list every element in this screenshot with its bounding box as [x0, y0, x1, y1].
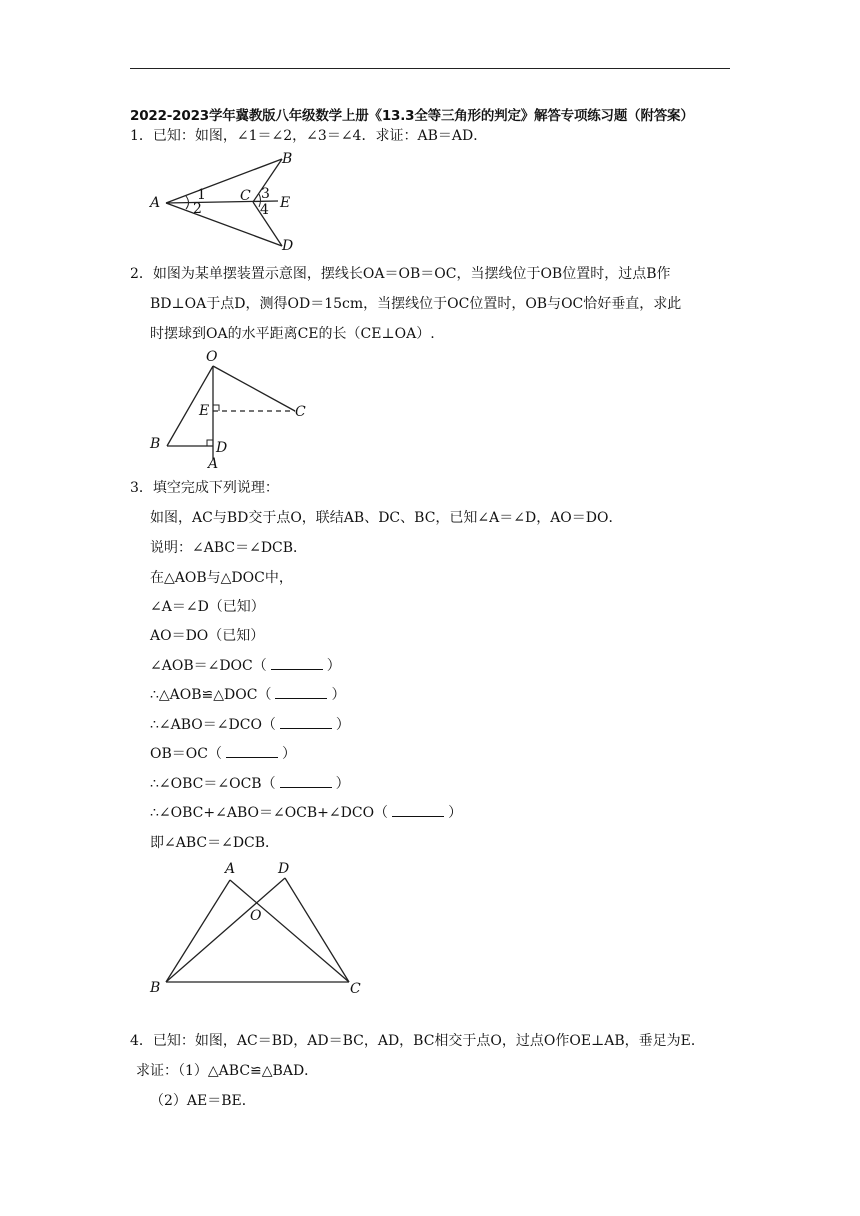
p3-segment-bd	[166, 878, 285, 982]
p3-label-a: A	[225, 861, 236, 877]
p2-label-a: A	[208, 456, 219, 472]
p1-label-angle-1: 1	[197, 187, 206, 203]
problem-3-step-10: ∴∠OBC＝∠OCB（ ）	[150, 776, 350, 792]
problem-3-line-12: 即∠ABC＝∠DCB．	[150, 835, 280, 851]
p2-label-o: O	[206, 349, 218, 365]
problem-2-line-3: 时摆球到OA的水平距离CE的长（CE⊥OA）.	[150, 326, 435, 342]
problem-3-line-2: 说明：∠ABC＝∠DCB．	[150, 540, 308, 556]
p1-label-angle-4: 4	[260, 202, 269, 218]
problem-2-line-2: BD⊥OA于点D，测得OD＝15cm，当摆线位于OC位置时，OB与OC恰好垂直，求此	[150, 296, 682, 312]
p3-label-b: B	[150, 980, 161, 996]
p2-label-b: B	[150, 436, 161, 452]
problem-3-line-3: 在△AOB与△DOC中，	[150, 570, 293, 586]
p1-label-angle-3: 3	[261, 186, 270, 202]
p3-segment-dc	[285, 878, 349, 982]
problem-3-step-8: ∴∠ABO＝∠DCO（ ）	[150, 717, 350, 733]
p1-label-e: E	[280, 195, 291, 211]
p1-label-c: C	[240, 188, 251, 204]
p2-label-e: E	[199, 403, 210, 419]
problem-3-line-5: AO＝DO（已知）	[150, 628, 265, 644]
problem-3-intro: 3．填空完成下列说理：	[130, 480, 279, 496]
problem-3-step-7: ∴△AOB≌△DOC（ ）	[150, 687, 346, 703]
problem-3-step-11: ∴∠OBC+∠ABO＝∠OCB+∠DCO（ ）	[150, 805, 463, 821]
problem-4-line-3: （2）AE＝BE．	[150, 1093, 256, 1109]
p1-label-angle-2: 2	[193, 201, 202, 217]
problem-3-step-6: ∠AOB＝∠DOC（ ）	[150, 658, 341, 674]
problem-3-line-1: 如图，AC与BD交于点O，联结AB、DC、BC，已知∠A＝∠D，AO＝DO．	[150, 510, 623, 526]
p3-label-c: C	[350, 981, 361, 997]
p3-label-d: D	[278, 861, 290, 877]
p3-segment-ac	[230, 880, 349, 982]
problem-4-line-2: 求证：（1）△ABC≌△BAD．	[136, 1063, 319, 1079]
p1-label-b: B	[282, 151, 293, 167]
p1-label-a: A	[150, 195, 161, 211]
problem-1-text: 1．已知：如图，∠1＝∠2，∠3＝∠4．求证：AB＝AD．	[130, 128, 488, 144]
problem-2-line-1: 2．如图为某单摆装置示意图，摆线长OA＝OB＝OC，当摆线位于OB位置时，过点B作	[130, 266, 671, 282]
p2-label-d: D	[216, 440, 228, 456]
p1-label-d: D	[282, 238, 294, 254]
p3-label-o: O	[250, 908, 262, 924]
problem-4-line-1: 4．已知：如图，AC＝BD，AD＝BC，AD，BC相交于点O，过点O作OE⊥AB，垂足为E．	[130, 1033, 705, 1049]
p2-label-c: C	[295, 404, 306, 420]
problem-3-step-9: OB＝OC（ ）	[150, 746, 296, 762]
p3-segment-ab	[166, 880, 230, 982]
problem-3-line-4: ∠A＝∠D（已知）	[150, 599, 265, 615]
page-title: 2022-2023学年冀教版八年级数学上册《13.3全等三角形的判定》解答专项练习题（附答案）	[130, 108, 694, 124]
